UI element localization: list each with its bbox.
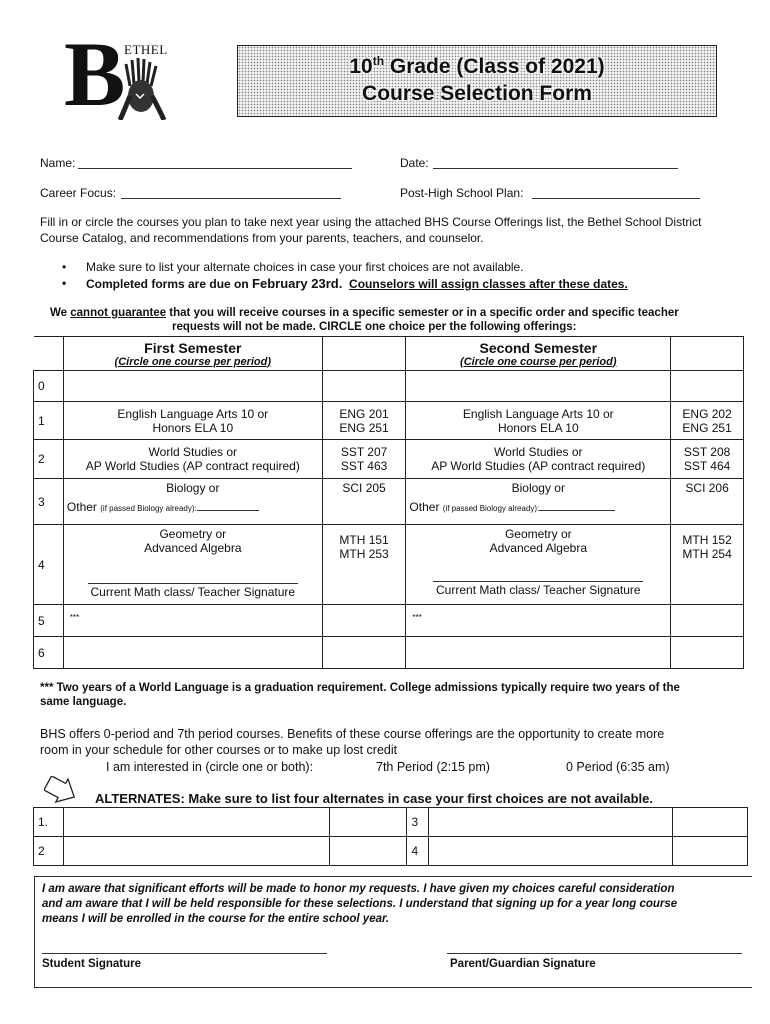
- chief-headdress-icon: [116, 56, 170, 120]
- logo-word: ETHEL: [124, 42, 168, 57]
- course-selection-table: [33, 336, 744, 669]
- period-6-first[interactable]: [63, 637, 322, 669]
- period-3-code-first: SCI 205: [322, 479, 406, 525]
- student-signature-field[interactable]: [42, 942, 327, 954]
- date-label: Date:: [400, 156, 429, 170]
- agreement-text: I am aware that significant efforts will be made to honor my requests. I have given my choices careful consideration and am aware that I will be held responsible for these selections. I understand that signing up for a year long course means I will be enrolled in the course for the entire school year.: [42, 883, 678, 925]
- alternate-4-field[interactable]: [429, 837, 673, 866]
- parent-signature-field[interactable]: [447, 942, 742, 954]
- world-language-footnote: *** Two years of a World Language is a graduation requirement. College admissions typically require two years of the same language.: [40, 682, 680, 708]
- period-4-first[interactable]: Geometry or Advanced Algebra Current Math class/ Teacher Signature: [63, 525, 322, 605]
- bethel-logo: [58, 23, 178, 125]
- table-header-row: [34, 337, 744, 371]
- table-row: 6: [34, 637, 744, 669]
- period-5-first[interactable]: ***: [63, 605, 322, 637]
- period-1-codes-first: ENG 201 ENG 251: [322, 402, 406, 440]
- form-title-line1: 10th Grade (Class of 2021): [349, 54, 605, 78]
- name-field[interactable]: [78, 157, 352, 169]
- period-0-first[interactable]: [63, 371, 322, 402]
- guarantee-note-line2: requests will not be made. CIRCLE one choice per the following offerings:: [172, 321, 577, 333]
- parent-signature-label: Parent/Guardian Signature: [450, 958, 596, 970]
- math-teacher-signature-second[interactable]: Current Math class/ Teacher Signature: [433, 581, 643, 597]
- student-signature-label: Student Signature: [42, 958, 142, 970]
- seventh-period-option[interactable]: 7th Period (2:15 pm): [376, 760, 490, 774]
- period-0-second[interactable]: [406, 371, 671, 402]
- interested-label: I am interested in (circle one or both):: [106, 760, 314, 774]
- table-row: 2 World Studies or AP World Studies (AP contract required) SST 207 SST 463 World Studies or AP World Studies (AP contract required) SST 208 SST 464: [34, 440, 744, 479]
- form-title-box: [237, 45, 717, 117]
- period-3-code-second: SCI 206: [671, 479, 744, 525]
- period-5-second[interactable]: ***: [406, 605, 671, 637]
- period-6-second[interactable]: [406, 637, 671, 669]
- bullet-alternates: • Make sure to list your alternate choices in case your first choices are not available.: [62, 260, 524, 274]
- intro-text: Fill in or circle the courses you plan to take next year using the attached BHS Course Offerings list, the Bethel School District Course Catalog, and recommendations from your parents, teachers, and counselor.: [40, 215, 702, 245]
- name-label: Name:: [40, 156, 76, 170]
- table-row: 4 Geometry or Advanced Algebra Current Math class/ Teacher Signature MTH 151 MTH 253 Geometry or Advanced Algebra Current Math class/ Teacher Signature MTH 152 MTH 254: [34, 525, 744, 605]
- period-1-first[interactable]: English Language Arts 10 or Honors ELA 10: [63, 402, 322, 440]
- table-row: 5 *** ***: [34, 605, 744, 637]
- period-1-second[interactable]: English Language Arts 10 or Honors ELA 10: [406, 402, 671, 440]
- period-2-second[interactable]: World Studies or AP World Studies (AP contract required): [406, 440, 671, 479]
- guarantee-note-line1: We cannot guarantee that you will receive courses in a specific semester or in a specific order and specific teacher: [50, 307, 679, 319]
- table-row: 0: [34, 371, 744, 402]
- career-focus-label: Career Focus:: [40, 186, 117, 200]
- period-2-codes-second: SST 208 SST 464: [671, 440, 744, 479]
- table-row: 1. 3: [34, 808, 748, 837]
- first-semester-header: First Semester (Circle one course per period): [63, 337, 322, 371]
- period-3-second[interactable]: Biology or Other (if passed Biology already):: [406, 479, 671, 525]
- period-2-codes-first: SST 207 SST 463: [322, 440, 406, 479]
- period-3-first[interactable]: Biology or Other (if passed Biology already):: [63, 479, 322, 525]
- period-offer-text: BHS offers 0-period and 7th period courses. Benefits of these course offerings are the opportunity to create more room in your schedule for other courses or to make up lost credit: [40, 727, 665, 757]
- alternate-2-field[interactable]: [63, 837, 329, 866]
- post-high-field[interactable]: [532, 187, 700, 199]
- period-4-codes-first: MTH 151 MTH 253: [322, 525, 406, 605]
- period-1-codes-second: ENG 202 ENG 251: [671, 402, 744, 440]
- second-semester-header: Second Semester (Circle one course per period): [406, 337, 671, 371]
- alternates-heading: ALTERNATES: Make sure to list four alternates in case your first choices are not available.: [95, 791, 653, 806]
- period-4-codes-second: MTH 152 MTH 254: [671, 525, 744, 605]
- logo-letter: B: [64, 23, 126, 125]
- period-2-first[interactable]: World Studies or AP World Studies (AP contract required): [63, 440, 322, 479]
- period-4-second[interactable]: Geometry or Advanced Algebra Current Math class/ Teacher Signature: [406, 525, 671, 605]
- bullet-due-date: • Completed forms are due on February 23rd. Counselors will assign classes after these dates.: [62, 276, 628, 291]
- zero-period-option[interactable]: 0 Period (6:35 am): [566, 760, 670, 774]
- post-high-label: Post-High School Plan:: [400, 186, 524, 200]
- date-field[interactable]: [433, 157, 678, 169]
- alternate-1-field[interactable]: [63, 808, 329, 837]
- alternates-table: [33, 807, 748, 866]
- table-row: 2 4: [34, 837, 748, 866]
- table-row: 3 Biology or Other (if passed Biology already): SCI 205 Biology or Other (if passed Biology already): SCI 206: [34, 479, 744, 525]
- table-row: 1 English Language Arts 10 or Honors ELA 10 ENG 201 ENG 251 English Language Arts 10 or Honors ELA 10 ENG 202 ENG 251: [34, 402, 744, 440]
- alternate-3-field[interactable]: [429, 808, 673, 837]
- math-teacher-signature-first[interactable]: Current Math class/ Teacher Signature: [88, 583, 298, 599]
- career-focus-field[interactable]: [121, 187, 341, 199]
- arrow-icon: [44, 776, 82, 806]
- form-title-line2: Course Selection Form: [362, 82, 592, 105]
